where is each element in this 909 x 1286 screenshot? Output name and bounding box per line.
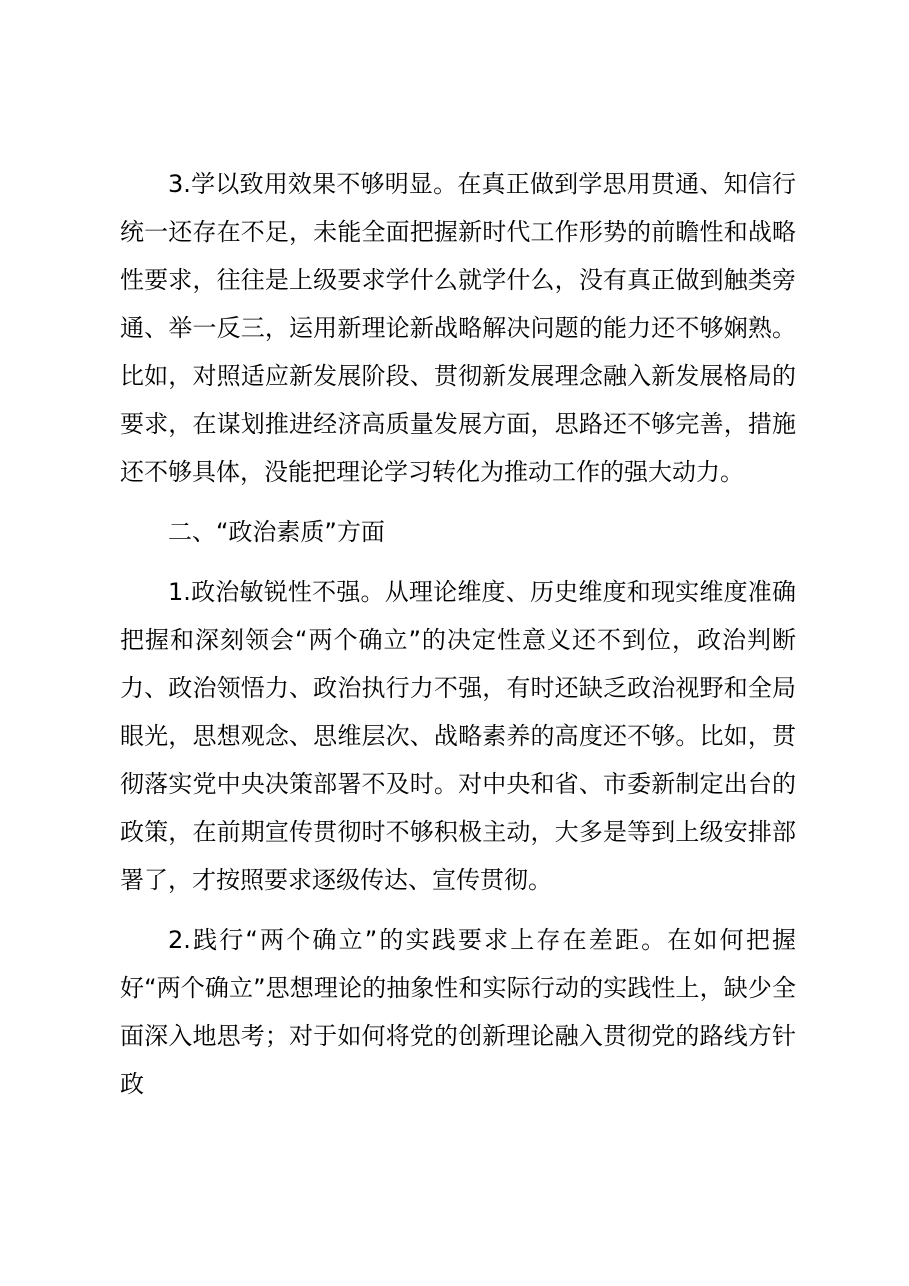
paragraph-political-sensitivity: 1.政治敏锐性不强。从理论维度、历史维度和现实维度准确把握和深刻领会“两个确立”的决定性意义还不到位，政治判断力、政治领悟力、政治执行力不强，有时还缺乏政治视野和全局眼光，思想观念、思维层次、战略素养的高度还不够。比如，贯彻落实党中央决策部署不及时。对中央和省、市委新制定出台的政策，在前期宣传贯彻时不够积极主动，大多是等到上级安排部署了，才按照要求逐级传达、宣传贯彻。 <box>120 578 796 894</box>
document-body <box>120 160 796 1108</box>
paragraph-practice-gap: 2.践行“两个确立”的实践要求上存在差距。在如何把握好“两个确立”思想理论的抽象性和实际行动的实践性上，缺少全面深入地思考；对于如何将党的创新理论融入贯彻党的路线方针政 <box>120 926 796 1098</box>
section-heading-political-quality: 二、“政治素质”方面 <box>168 518 385 546</box>
paragraph-learning-application: 3.学以致用效果不够明显。在真正做到学思用贯通、知信行统一还存在不足，未能全面把握新时代工作形势的前瞻性和战略性要求，往往是上级要求学什么就学什么，没有真正做到触类旁通、举一反三，运用新理论新战略解决问题的能力还不够娴熟。比如，对照适应新发展阶段、贯彻新发展理念融入新发展格局的要求，在谋划推进经济高质量发展方面，思路还不够完善，措施还不够具体，没能把理论学习转化为推动工作的强大动力。 <box>120 170 796 486</box>
